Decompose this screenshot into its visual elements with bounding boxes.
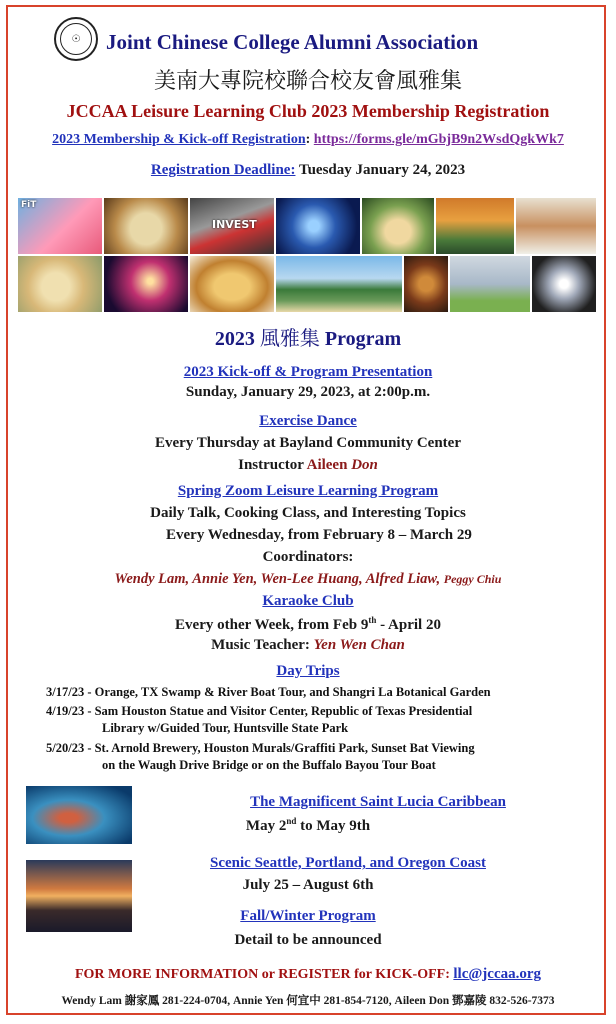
- club-title: JCCAA Leisure Learning Club 2023 Membership Registration: [66, 101, 550, 121]
- diamond-photo: [532, 256, 596, 312]
- contact-email-link[interactable]: llc@jccaa.org: [453, 966, 542, 982]
- zoom-schedule: Every Wednesday, from February 8 – March 29: [166, 527, 472, 543]
- karaoke-teacher: Music Teacher: Yen Wen Chan: [211, 637, 405, 653]
- coordinators-label: Coordinators:: [262, 549, 354, 565]
- dance-schedule: Every Thursday at Bayland Community Center: [155, 435, 461, 451]
- fall-heading[interactable]: Fall/Winter Program: [240, 908, 376, 924]
- pastries-photo: [190, 256, 274, 312]
- deadline-line: [0, 162, 616, 179]
- kickoff-date: Sunday, January 29, 2023, at 2:00p.m.: [185, 384, 431, 400]
- sushi-photo: [516, 198, 596, 254]
- dog-photo: [18, 256, 102, 312]
- lionfish-underwater-photo: [26, 786, 132, 844]
- zoom-heading[interactable]: Spring Zoom Leisure Learning Program: [177, 483, 439, 499]
- karaoke-schedule: Every other Week, from Feb 9th - April 20: [175, 615, 441, 633]
- program-title: 2023 風雅集 Program: [214, 326, 402, 350]
- dance-instructor: Instructor Aileen Don: [238, 457, 378, 473]
- yoga-photo: [450, 256, 530, 312]
- day-trips-heading[interactable]: Day Trips: [276, 663, 340, 679]
- coordinators-names: Wendy Lam, Annie Yen, Wen-Lee Huang, Alfred Liaw, Peggy Chiu: [114, 571, 502, 587]
- st-lucia-dates: May 2nd to May 9th: [245, 816, 371, 834]
- virus-photo: [276, 198, 360, 254]
- kickoff-heading[interactable]: 2023 Kick-off & Program Presentation: [183, 364, 433, 380]
- autumn-forest-photo: [436, 198, 514, 254]
- org-name-zh: 美南大專院校聯合校友會風雅集: [153, 69, 462, 94]
- st-lucia-heading[interactable]: The Magnificent Saint Lucia Caribbean: [250, 794, 506, 810]
- seattle-dates: July 25 – August 6th: [242, 877, 374, 893]
- dumplings-photo: [362, 198, 434, 254]
- registration-label: 2023 Membership & Kick-off Registration: [52, 132, 306, 147]
- microphone-photo: [104, 256, 188, 312]
- day-trip-item: 4/19/23 - Sam Houston Statue and Visitor Center, Republic of Texas Presidential Library w/Guided Tour, Huntsville State Park: [46, 704, 473, 735]
- deadline-value: Tuesday January 24, 2023: [298, 162, 466, 178]
- tropical-island-photo: [276, 256, 402, 312]
- day-trip-item: 5/20/23 - St. Arnold Brewery, Houston Murals/Graffiti Park, Sunset Bat Viewing on the Waugh Drive Bridge or on the Buffalo Bayou Tour Boat: [46, 741, 475, 772]
- seattle-heading[interactable]: Scenic Seattle, Portland, and Oregon Coast: [210, 855, 486, 871]
- invest-words-photo: INVEST: [190, 198, 274, 254]
- fall-detail: Detail to be announced: [234, 932, 382, 948]
- day-trip-item: 3/17/23 - Orange, TX Swamp & River Boat Tour, and Shangri La Botanical Garden: [46, 685, 491, 699]
- zoom-topics: Daily Talk, Cooking Class, and Interesting Topics: [150, 505, 466, 521]
- karaoke-heading[interactable]: Karaoke Club: [262, 593, 354, 609]
- association-seal-logo: ☉: [54, 17, 98, 61]
- registration-link[interactable]: https://forms.gle/mGbjB9n2WsdQgkWk7: [313, 132, 564, 147]
- fitness-photo: FiT: [18, 198, 102, 254]
- contact-phones: Wendy Lam 謝家鳳 281-224-0704, Annie Yen 何宜中 281-854-7120, Aileen Don 鄧嘉陵 832-526-7373: [61, 995, 555, 1007]
- registration-line: 2023 Membership & Kick-off Registration: https://forms.gle/mGbjB9n2WsdQgkWk7: [52, 132, 564, 147]
- photo-collage: [18, 198, 596, 312]
- food-bowl-photo: [404, 256, 448, 312]
- tofu-dish-photo: [104, 198, 188, 254]
- dance-heading[interactable]: Exercise Dance: [259, 413, 357, 429]
- deadline-label: Registration Deadline:: [150, 162, 296, 178]
- more-info-line: FOR MORE INFORMATION or REGISTER for KICK-OFF: llc@jccaa.org: [74, 966, 542, 982]
- org-name-en: Joint Chinese College Alumni Association: [106, 30, 479, 54]
